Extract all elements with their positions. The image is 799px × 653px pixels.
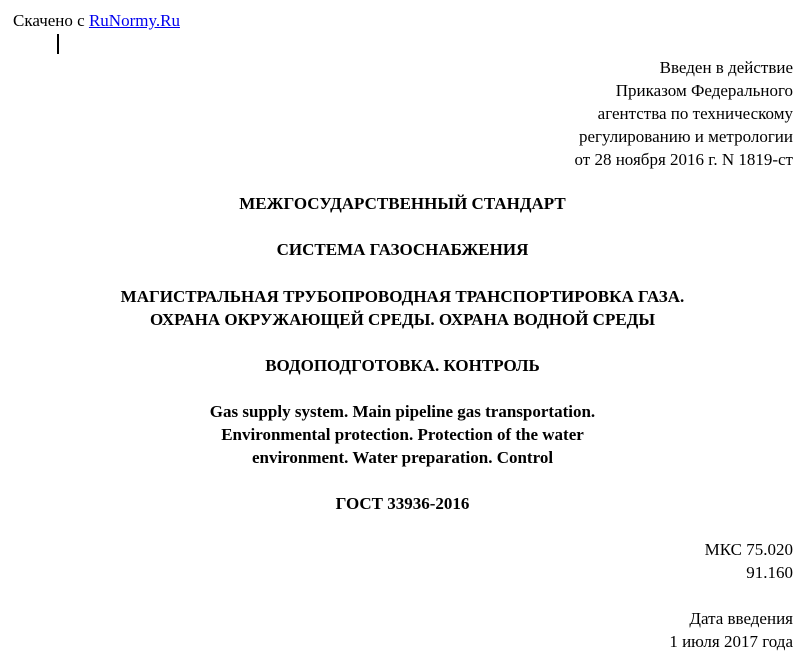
subject-heading-line1: МАГИСТРАЛЬНАЯ ТРУБОПРОВОДНАЯ ТРАНСПОРТИРОВКА ГАЗА.	[120, 287, 685, 306]
text-cursor	[57, 34, 59, 54]
mks-code-line2: 91.160	[746, 563, 793, 582]
source-link[interactable]: RuNormy.Ru	[88, 11, 180, 30]
approval-line: агентства по техническому	[597, 104, 793, 123]
part-heading: ВОДОПОДГОТОВКА. КОНТРОЛЬ	[265, 356, 540, 375]
source-prefix: Скачено с	[13, 11, 89, 30]
effective-date-block	[669, 607, 793, 653]
mks-code-line1: МКС 75.020	[704, 540, 793, 559]
english-title-line2: Environmental protection. Protection of the water	[221, 425, 584, 444]
approval-line: от 28 ноября 2016 г. N 1819-ст	[574, 150, 793, 169]
english-title-line3: environment. Water preparation. Control	[251, 448, 554, 467]
effective-date-value: 1 июля 2017 года	[669, 632, 793, 651]
approval-line: регулированию и метрологии	[578, 127, 793, 146]
gost-designation: ГОСТ 33936-2016	[335, 494, 470, 513]
approval-block	[575, 56, 794, 171]
approval-line: Приказом Федерального	[615, 81, 793, 100]
approval-line: Введен в действие	[659, 58, 793, 77]
english-title-line1: Gas supply system. Main pipeline gas transportation.	[209, 402, 596, 421]
classification-block	[705, 538, 793, 584]
system-heading: СИСТЕМА ГАЗОСНАБЖЕНИЯ	[276, 240, 529, 259]
effective-date-label: Дата введения	[689, 609, 793, 628]
subject-heading-line2: ОХРАНА ОКРУЖАЮЩЕЙ СРЕДЫ. ОХРАНА ВОДНОЙ СРЕДЫ	[149, 310, 656, 329]
source-line	[13, 9, 180, 32]
standard-type-heading: МЕЖГОСУДАРСТВЕННЫЙ СТАНДАРТ	[239, 194, 566, 213]
